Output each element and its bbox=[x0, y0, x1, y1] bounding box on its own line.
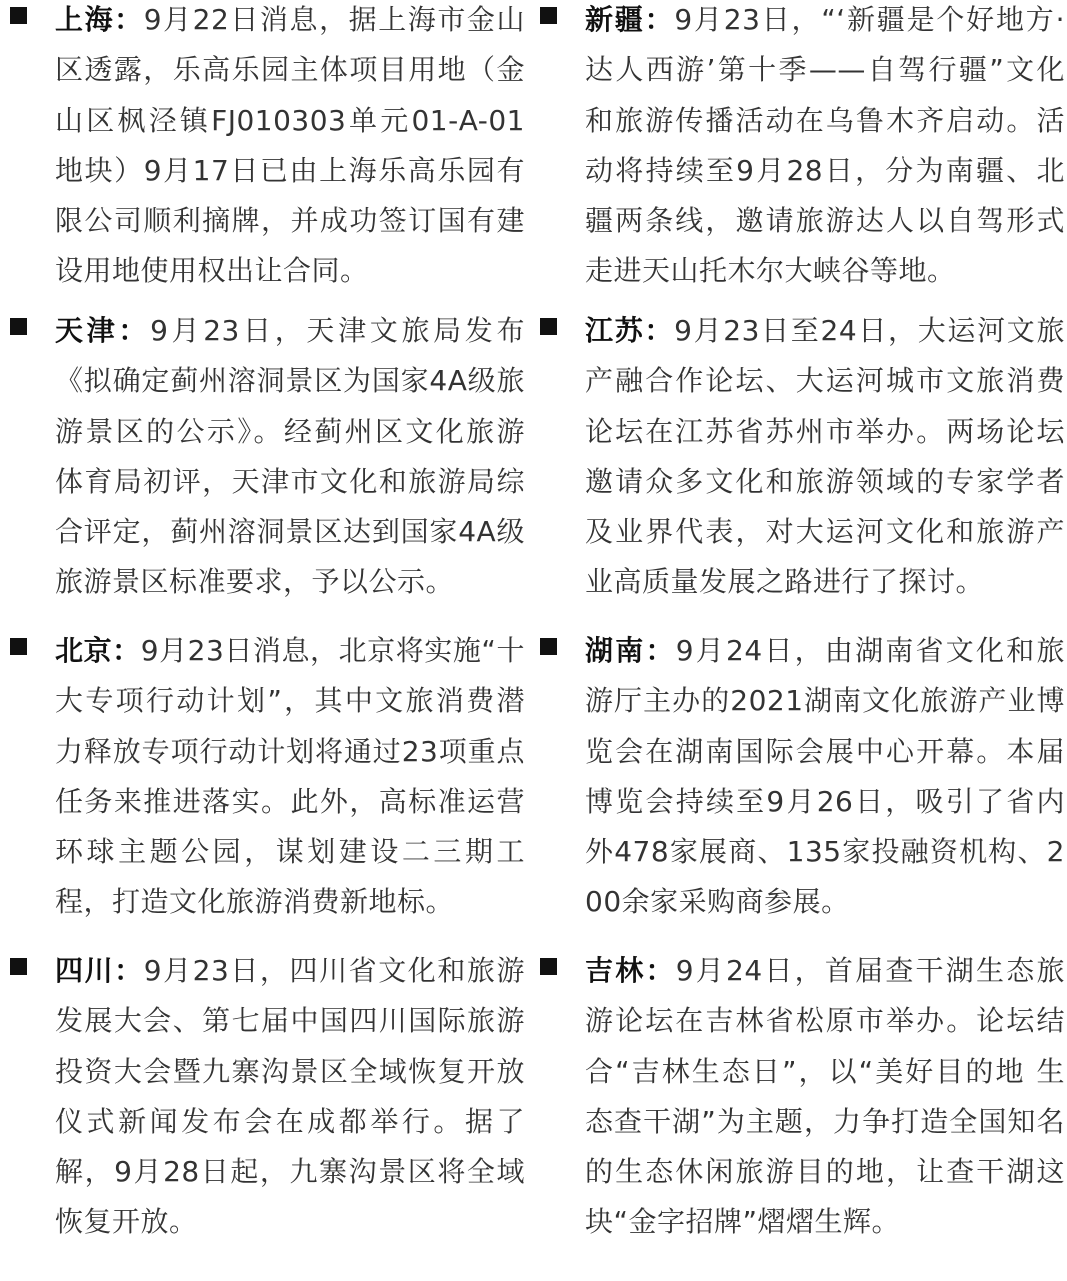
bullet-square-icon bbox=[10, 958, 27, 975]
region-name: 天津 bbox=[55, 314, 119, 347]
region-name: 湖南 bbox=[585, 634, 646, 667]
region-colon: ： bbox=[644, 314, 675, 347]
region-colon: ： bbox=[118, 314, 151, 347]
news-text bbox=[585, 0, 1065, 297]
region-name: 江苏 bbox=[585, 314, 645, 347]
region-colon: ： bbox=[644, 3, 675, 36]
news-text bbox=[55, 946, 525, 1248]
news-body: 9月24日，由湖南省文化和旅游厅主办的2021湖南文化旅游产业博览会在湖南国际会展中心开幕。本届博览会持续至9月26日，吸引了省内外478家展商、135家投融资机构、200余家采购商参展。 bbox=[585, 634, 1065, 919]
region-colon: ： bbox=[112, 634, 141, 667]
news-text bbox=[55, 306, 525, 608]
news-body: 9月23日，天津文旅局发布《拟确定蓟州溶洞景区为国家4A级旅游景区的公示》。经蓟州区文化旅游体育局初评，天津市文化和旅游局综合评定，蓟州溶洞景区达到国家4A级旅游景区标准要求，予以公示。 bbox=[55, 314, 525, 599]
region-name: 上海 bbox=[55, 3, 115, 36]
news-body: 9月23日消息，北京将实施“十大专项行动计划”，其中文旅消费潜力释放专项行动计划将通过23项重点任务来推进落实。此外，高标准运营环球主题公园，谋划建设二三期工程，打造文化旅游消费新地标。 bbox=[55, 634, 525, 919]
bullet-square-icon bbox=[540, 318, 557, 335]
region-name: 吉林 bbox=[585, 954, 646, 987]
region-name: 四川 bbox=[55, 954, 115, 987]
region-colon: ： bbox=[114, 954, 144, 987]
news-body: 9月23日，“‘新疆是个好地方·达人西游’第十季——自驾行疆”文化和旅游传播活动在乌鲁木齐启动。活动将持续至9月28日，分为南疆、北疆两条线，邀请旅游达人以自驾形式走进天山托木尔大峡谷等地。 bbox=[585, 3, 1065, 288]
bullet-square-icon bbox=[540, 7, 557, 24]
news-text bbox=[585, 306, 1065, 608]
bullet-square-icon bbox=[10, 7, 27, 24]
news-body: 9月22日消息，据上海市金山区透露，乐高乐园主体项目用地（金山区枫泾镇FJ010303单元01-A-01地块）9月17日已由上海乐高乐园有限公司顺利摘牌，并成功签订国有建设用地使用权出让合同。 bbox=[55, 3, 525, 288]
region-colon: ： bbox=[645, 634, 676, 667]
news-text bbox=[585, 946, 1065, 1248]
region-name: 北京 bbox=[55, 634, 113, 667]
bullet-square-icon bbox=[10, 638, 27, 655]
news-text bbox=[55, 626, 525, 928]
news-body: 9月24日，首届查干湖生态旅游论坛在吉林省松原市举办。论坛结合“吉林生态日”，以“美好目的地 生态查干湖”为主题，力争打造全国知名的生态休闲旅游目的地，让查干湖这块“金字招牌”熠熠生辉。 bbox=[585, 954, 1065, 1239]
bullet-square-icon bbox=[540, 638, 557, 655]
region-colon: ： bbox=[114, 3, 144, 36]
news-text bbox=[585, 626, 1065, 928]
bullet-square-icon bbox=[10, 318, 27, 335]
region-colon: ： bbox=[645, 954, 676, 987]
region-name: 新疆 bbox=[585, 3, 645, 36]
news-body: 9月23日至24日，大运河文旅产融合作论坛、大运河城市文旅消费论坛在江苏省苏州市举办。两场论坛邀请众多文化和旅游领域的专家学者及业界代表，对大运河文化和旅游产业高质量发展之路进行了探讨。 bbox=[585, 314, 1065, 599]
news-body: 9月23日，四川省文化和旅游发展大会、第七届中国四川国际旅游投资大会暨九寨沟景区全域恢复开放仪式新闻发布会在成都举行。据了解，9月28日起，九寨沟景区将全域恢复开放。 bbox=[55, 954, 525, 1239]
bullet-square-icon bbox=[540, 958, 557, 975]
news-text bbox=[55, 0, 525, 297]
